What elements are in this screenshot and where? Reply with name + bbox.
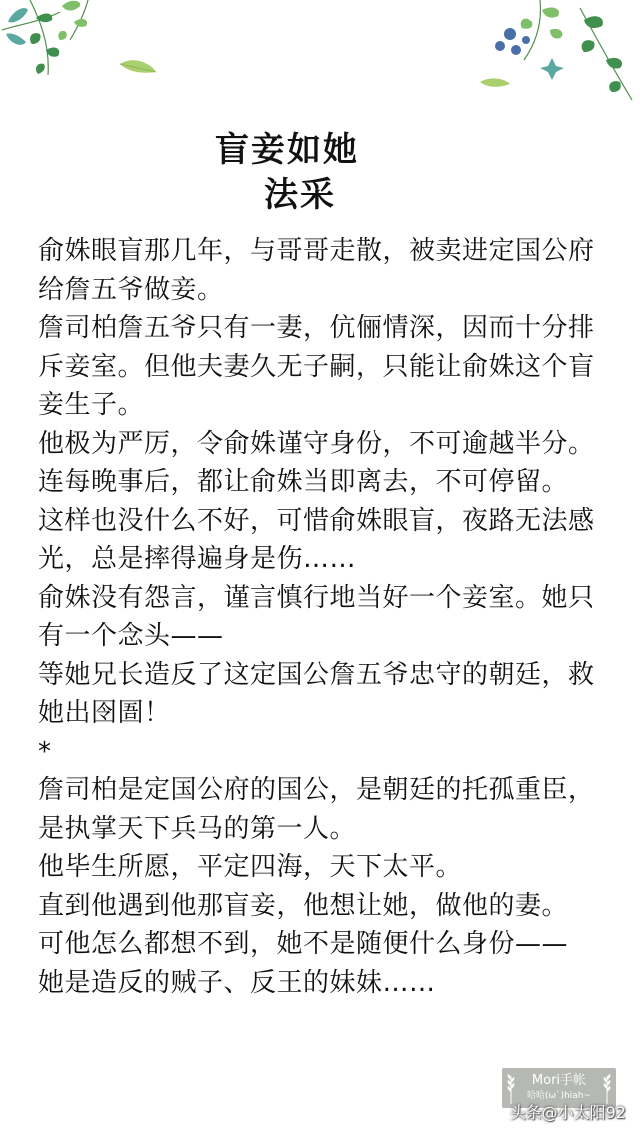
wheat-icon <box>602 1072 612 1104</box>
source-watermark: 头条@小太阳92 <box>509 1103 626 1122</box>
synopsis-paragraph: 詹司柏詹五爷只有一妻，伉俪情深，因而十分排斥妾室。但他夫妻久无子嗣，只能让俞姝这个盲妾生子。 <box>38 313 595 420</box>
watermark-subtitle: 哈哈(ω`)hiah~ <box>526 1091 592 1101</box>
synopsis-text <box>38 232 618 1002</box>
watermark-title: Mori手帐 <box>531 1073 587 1088</box>
synopsis-paragraph: 可他怎么都想不到，她不是随便什么身份—— <box>38 929 569 959</box>
synopsis-paragraph: 她是造反的贼子、反王的妹妹…… <box>38 967 436 998</box>
leaf-decoration-right <box>480 0 640 110</box>
synopsis-paragraph: 这样也没什么不好，可惜俞姝眼盲，夜路无法感光，总是摔得遍身是伤…… <box>38 505 595 574</box>
title-block <box>0 128 560 218</box>
synopsis-paragraph: 直到他遇到他那盲妾，他想让她，做他的妻。 <box>38 890 569 921</box>
synopsis-paragraph: 连每晚事后，都让俞姝当即离去，不可停留。 <box>38 467 569 497</box>
synopsis-paragraph: 俞姝没有怨言，谨言慎行地当好一个妾室。她只有一个念头—— <box>38 582 595 651</box>
synopsis-paragraph: 詹司柏是定国公府的国公，是朝廷的托孤重臣，是执掌天下兵马的第一人。 <box>38 775 595 844</box>
wheat-icon <box>506 1072 516 1104</box>
synopsis-paragraph: 俞姝眼盲那几年，与哥哥走散，被卖进定国公府给詹五爷做妾。 <box>38 236 595 305</box>
leaf-decoration-left <box>0 0 170 95</box>
book-author: 法采 <box>264 175 336 215</box>
section-separator: * <box>38 736 52 767</box>
synopsis-paragraph: 等她兄长造反了这定国公詹五爷忠守的朝廷，救她出囹圄！ <box>38 659 595 728</box>
synopsis-paragraph: 他毕生所愿，平定四海，天下太平。 <box>38 852 463 882</box>
synopsis-paragraph: 他极为严厉，令俞姝谨守身份，不可逾越半分。 <box>38 428 595 459</box>
book-title: 盲妾如她 <box>215 130 359 170</box>
